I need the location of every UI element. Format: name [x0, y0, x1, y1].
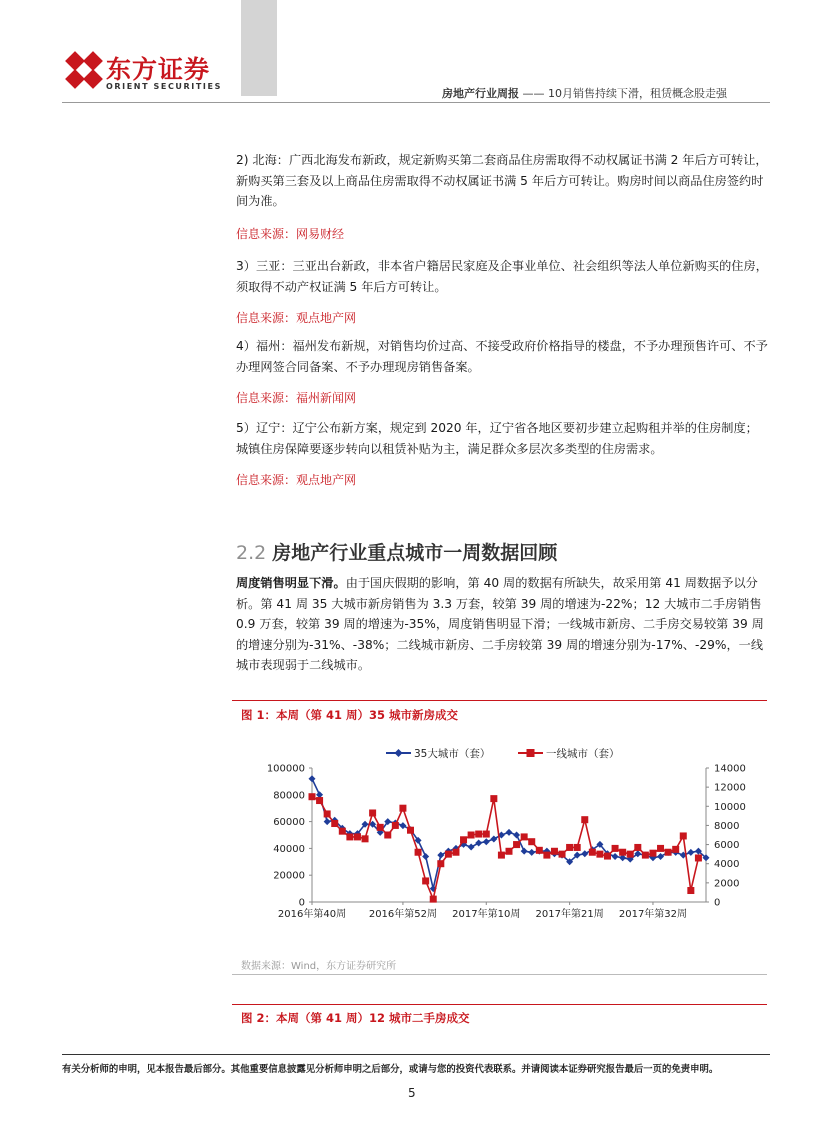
right-axis-tick-label: 14000	[714, 763, 746, 775]
x-axis-tick-label: 2017年第32周	[618, 909, 688, 920]
series-tier1-cities-point	[430, 896, 437, 903]
series-tier1-cities-point	[506, 848, 513, 855]
series-tier1-cities-point	[460, 836, 467, 843]
logo-cn: 东方证券	[106, 55, 211, 84]
footer-disclaimer: 有关分析师的申明，见本报告最后部分。其他重要信息披露见分析师申明之后部分，或请与您的投资代表联系。并请阅读本证券研究报告最后一页的免责申明。	[62, 1064, 719, 1075]
series-35-cities-point	[309, 775, 316, 782]
policy-source-beihai: 信息来源：网易财经	[236, 227, 345, 241]
chart-series	[309, 775, 710, 902]
legend-marker-tier1	[527, 749, 535, 757]
series-35-cities-point	[475, 840, 482, 847]
series-tier1-cities-point	[384, 832, 391, 839]
figure2-title: 图 2：本周（第 41 周）12 城市二手房成交	[241, 1011, 470, 1025]
series-tier1-cities-point	[665, 849, 672, 856]
series-tier1-cities-point	[687, 887, 694, 894]
left-axis-tick-label: 100000	[266, 763, 305, 775]
policy-text-beihai: 2) 北海：广西北海发布新政，规定新购买第二套商品住房需取得不动权属证书满 2 年后方可转让，新购买第三套及以上商品住房需取得不动权属证书满 5 年后方可转让。购房时间以商品住房签约时间为准。	[236, 153, 768, 208]
header-divider	[62, 102, 770, 103]
figure1-bottom-rule	[232, 974, 767, 975]
figure1-line-chart	[236, 738, 766, 948]
series-tier1-cities-point	[331, 820, 338, 827]
series-35-cities-point	[483, 838, 490, 845]
series-tier1-cities-point	[627, 851, 634, 858]
series-tier1-cities-point	[528, 838, 535, 845]
legend-label-35: 35大城市（套）	[414, 748, 491, 760]
series-tier1-cities-point	[619, 849, 626, 856]
x-axis-tick-label: 2017年第21周	[535, 909, 604, 920]
series-tier1-cities-point	[483, 831, 490, 838]
series-tier1-cities-point	[422, 877, 429, 884]
series-tier1-cities-point	[536, 847, 543, 854]
series-tier1-cities-point	[657, 845, 664, 852]
series-tier1-cities-point	[452, 849, 459, 856]
series-tier1-cities-point	[377, 824, 384, 831]
series-tier1-cities-point	[589, 849, 596, 856]
series-tier1-cities-point	[596, 851, 603, 858]
figure1-top-rule	[232, 700, 767, 701]
series-tier1-cities-point	[551, 848, 558, 855]
series-tier1-cities-point	[407, 827, 414, 834]
series-tier1-cities-point	[695, 854, 702, 861]
left-axis-tick-label: 20000	[273, 870, 305, 882]
series-35-cities-point	[468, 844, 475, 851]
series-35-cities-point	[513, 832, 520, 839]
series-tier1-cities-point	[566, 844, 573, 851]
figure1-data-source: 数据来源：Wind，东方证券研究所	[241, 961, 397, 972]
logo-en: ORIENT SECURITIES	[106, 82, 222, 91]
series-tier1-cities-point	[498, 852, 505, 859]
series-tier1-cities	[309, 793, 702, 902]
series-tier1-cities-point	[604, 853, 611, 860]
right-axis-tick-label: 8000	[714, 820, 740, 832]
x-axis-tick-label: 2017年第10周	[452, 909, 521, 920]
series-tier1-cities-point	[581, 816, 588, 823]
series-tier1-cities-point	[354, 833, 361, 840]
right-axis-tick-labels	[714, 764, 746, 909]
left-axis-tick-label: 0	[298, 897, 305, 909]
series-35-cities-point	[506, 829, 513, 836]
series-35-cities-point	[521, 848, 528, 855]
series-tier1-cities-point	[559, 851, 566, 858]
footer-divider	[62, 1054, 770, 1055]
series-35-cities-point	[528, 849, 535, 856]
series-35-cities-point	[422, 853, 429, 860]
series-35-cities	[309, 775, 710, 892]
series-tier1-cities-point	[392, 822, 399, 829]
series-35-cities-point	[612, 853, 619, 860]
series-tier1-cities-point	[309, 793, 316, 800]
right-axis-tick-label: 12000	[714, 782, 746, 794]
section-text: 由于国庆假期的影响，第 40 周的数据有所缺失，故采用第 41 周数据予以分析。第 41 周 35 大城市新房销售为 3.3 万套，较第 39 周的增速为-22%；12 大城市二手房销售 0.9 万套，较第 39 周的增速为-35%，周度销售明显下滑；一线城市新房、二手房交易较第 39 周的增速分别为-31%、-38%；二线城市新房、二手房较第 39 周的增速分别为-17%、-29%，一线城市表现弱于二线城市。	[236, 576, 764, 672]
series-35-cities-point	[437, 852, 444, 859]
section-lead: 周度销售明显下滑。	[236, 576, 346, 590]
policy-text-sanya: 3）三亚：三亚出台新政，非本省户籍居民家庭及企事业单位、社会组织等法人单位新购买的住房，须取得不动产权证满 5 年后方可转让。	[236, 259, 768, 294]
x-axis-tick-label: 2016年第52周	[368, 909, 438, 920]
right-axis-tick-label: 10000	[714, 801, 746, 813]
series-tier1-cities-point	[475, 831, 482, 838]
series-tier1-cities-point	[346, 833, 353, 840]
section-number: 2.2	[236, 542, 267, 564]
series-tier1-cities-point	[680, 832, 687, 839]
left-axis-tick-label: 80000	[273, 790, 305, 802]
section-body	[236, 573, 770, 676]
series-tier1-cities-point	[399, 805, 406, 812]
report-header	[442, 85, 727, 101]
right-axis-tick-label: 0	[714, 897, 721, 909]
series-tier1-cities-point	[339, 828, 346, 835]
left-axis-tick-label: 60000	[273, 817, 305, 829]
series-tier1-cities-point	[362, 835, 369, 842]
header-gray-bar	[241, 0, 277, 96]
right-axis-tick-label: 2000	[714, 878, 740, 890]
left-axis-tick-label: 40000	[273, 843, 305, 855]
left-axis-tick-labels	[267, 764, 305, 909]
right-axis-tick-label: 4000	[714, 859, 740, 871]
series-35-cities-point	[324, 818, 331, 825]
policy-source-sanya: 信息来源：观点地产网	[236, 311, 357, 325]
chart-legend	[386, 747, 620, 760]
policy-text-fuzhou: 4）福州：福州发布新规，对销售均价过高、不接受政府价格指导的楼盘，不予办理预售许可、不予办理网签合同备案、不予办理现房销售备案。	[236, 339, 768, 374]
series-tier1-cities-point	[415, 849, 422, 856]
series-tier1-cities-point	[513, 841, 520, 848]
series-35-cities-point	[490, 836, 497, 843]
figure1-title: 图 1：本周（第 41 周）35 城市新房成交	[241, 708, 459, 722]
page-number: 5	[408, 1086, 416, 1100]
series-35-cities-point	[687, 849, 694, 856]
series-35-cities-point	[399, 822, 406, 829]
x-axis-tick-labels	[278, 907, 687, 920]
x-axis-tick-label: 2016年第40周	[277, 909, 347, 920]
figure2-top-rule	[232, 1004, 767, 1005]
logo-mark-icon	[62, 48, 106, 92]
legend-label-tier1: 一线城市（套）	[546, 748, 620, 760]
policy-source-liaoning: 信息来源：观点地产网	[236, 473, 357, 487]
report-name: 房地产行业周报	[442, 87, 519, 100]
series-tier1-cities-point	[490, 795, 497, 802]
series-35-cities-point	[581, 850, 588, 857]
chart-frame	[309, 768, 709, 905]
series-tier1-cities-point	[642, 852, 649, 859]
series-tier1-cities-point	[634, 844, 641, 851]
legend-marker-35	[395, 749, 403, 757]
series-tier1-cities-point	[324, 810, 331, 817]
series-tier1-cities-point	[543, 852, 550, 859]
report-subtitle: —— 10月销售持续下滑，租赁概念股走强	[522, 87, 727, 100]
series-tier1-cities-point	[437, 860, 444, 867]
series-35-cities-point	[657, 853, 664, 860]
series-tier1-cities-point	[612, 845, 619, 852]
section-title	[236, 538, 557, 565]
series-tier1-cities-point	[369, 809, 376, 816]
policy-text-liaoning: 5）辽宁：辽宁公布新方案，规定到 2020 年，辽宁省各地区要初步建立起购租并举的住房制度；城镇住房保障要逐步转向以租赁补贴为主，满足群众多层次多类型的住房需求。	[236, 421, 758, 456]
right-axis-tick-label: 6000	[714, 840, 740, 852]
series-tier1-cities-point	[672, 846, 679, 853]
policy-source-fuzhou: 信息来源：福州新闻网	[236, 391, 357, 405]
series-tier1-cities-point	[649, 850, 656, 857]
series-tier1-cities-point	[574, 844, 581, 851]
section-heading: 房地产行业重点城市一周数据回顾	[272, 542, 558, 564]
series-tier1-cities-point	[468, 832, 475, 839]
series-tier1-cities-point	[445, 851, 452, 858]
series-tier1-cities-point	[521, 833, 528, 840]
series-tier1-cities-point	[316, 797, 323, 804]
